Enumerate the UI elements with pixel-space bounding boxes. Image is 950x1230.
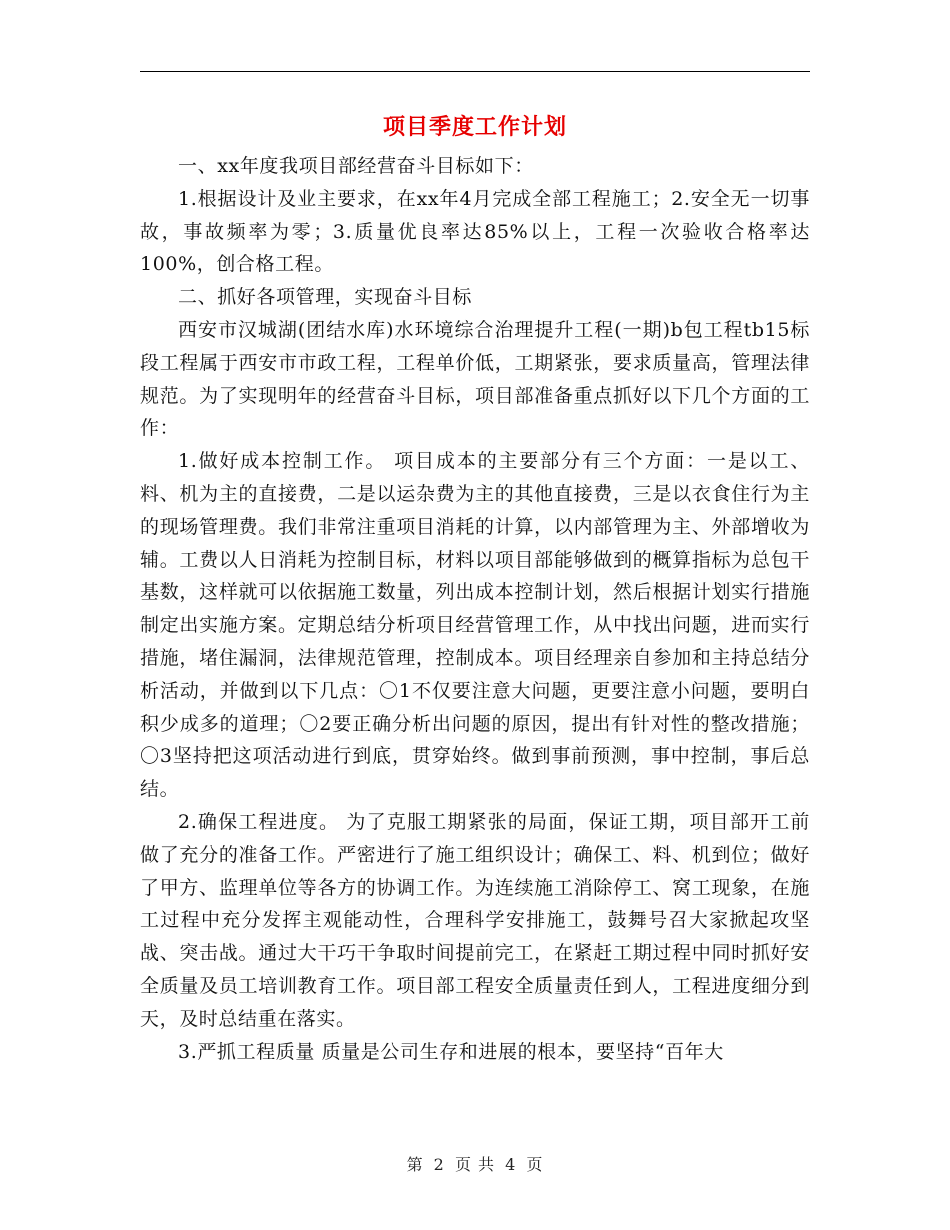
footer-suffix: 页 — [526, 1155, 544, 1174]
paragraph-project-intro: 西安市汉城湖(团结水库)水环境综合治理提升工程(一期)b包工程tb15标段工程属于西安市市政工程，工程单价低，工期紧张，要求质量高，管理法律规范。为了实现明年的经营奋斗目标，项目部准备重点抓好以下几个方面的工作： — [140, 318, 810, 440]
page-footer — [140, 1152, 810, 1175]
paragraph-quality: 3.严抓工程质量 质量是公司生存和进展的根本，要坚持“百年大 — [178, 1040, 724, 1063]
paragraph-section-1-heading: 一、xx年度我项目部经营奋斗目标如下： — [178, 155, 534, 177]
paragraph-goals: 1.根据设计及业主要求，在xx年4月完成全部工程施工；2.安全无一切事故，事故频率为零；3.质量优良率达85%以上，工程一次验收合格率达100%，创合格工程。 — [140, 187, 810, 276]
footer-mid: 页 共 — [454, 1155, 496, 1174]
paragraph-cost-control: 1.做好成本控制工作。 项目成本的主要部分有三个方面：一是以工、料、机为主的直接费，二是以运杂费为主的其他直接费，三是以衣食住行为主的现场管理费。我们非常注重项目消耗的计算，以内部管理为主、外部增收为辅。工费以人日消耗为控制目标，材料以项目部能够做到的概算指标为总包干基数，这样就可以依据施工数量，列出成本控制计划，然后根据计划实行措施制定出实施方案。定期总结分析项目经营管理工作，从中找出问题，进而实行措施，堵住漏洞，法律规范管理，控制成本。项目经理亲自参加和主持总结分析活动，并做到以下几点：〇1不仅要注意大问题，更要注意小问题，要明白积少成多的道理；〇2要正确分析出问题的原因，提出有针对性的整改措施；〇3坚持把这项活动进行到底，贯穿始终。做到事前预测，事中控制，事后总结。 — [140, 450, 810, 801]
header-divider — [140, 71, 810, 72]
page-title: 项目季度工作计划 — [382, 115, 567, 140]
footer-current-page: 2 — [433, 1155, 445, 1174]
paragraph-schedule: 2.确保工程进度。 为了克服工期紧张的局面，保证工期，项目部开工前做了充分的准备工作。严密进行了施工组织设计；确保工、料、机到位；做好了甲方、监理单位等各方的协调工作。为连续施工消除停工、窝工现象，在施工过程中充分发挥主观能动性，合理科学安排施工，鼓舞号召大家掀起攻坚战、突击战。通过大干巧干争取时间提前完工，在紧赶工期过程中同时抓好安全质量及员工培训教育工作。项目部工程安全质量责任到人，工程进度细分到天，及时总结重在落实。 — [140, 810, 810, 1030]
footer-total-pages: 4 — [505, 1155, 517, 1174]
paragraph-section-2-heading: 二、抓好各项管理，实现奋斗目标 — [178, 286, 473, 309]
footer-prefix: 第 — [406, 1155, 424, 1174]
document-body — [140, 150, 810, 1068]
